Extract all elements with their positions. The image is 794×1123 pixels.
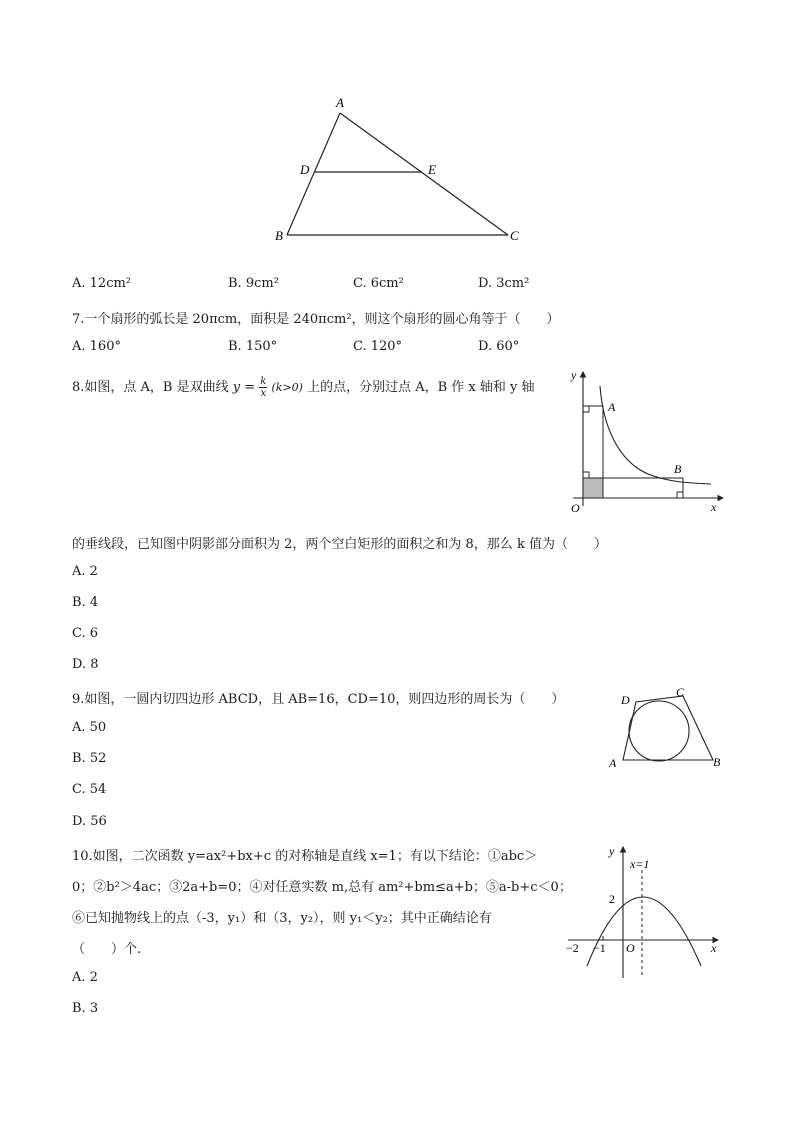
q8-option-b[interactable]: B. 4 xyxy=(72,595,99,610)
circle-quadrilateral-figure xyxy=(603,682,728,774)
side-ab xyxy=(287,113,340,235)
q7-option-a[interactable]: A. 160° xyxy=(72,339,121,354)
q6-option-a[interactable]: A. 12cm² xyxy=(72,276,132,291)
q7-option-b[interactable]: B. 150° xyxy=(228,339,278,354)
q8-fraction xyxy=(259,376,267,399)
label-x: x xyxy=(711,941,717,955)
parabola-curve xyxy=(587,897,701,966)
label-o: O xyxy=(626,941,635,955)
label-d: D xyxy=(621,693,630,707)
q8-text-after: 上的点，分别过点 A，B 作 x 轴和 y 轴 xyxy=(307,380,535,395)
label-axis: x=1 xyxy=(630,857,650,871)
inscribed-circle xyxy=(629,701,689,761)
q8-option-c[interactable]: C. 6 xyxy=(72,626,99,641)
q8-fraction-num: k xyxy=(260,376,267,387)
label-b: B xyxy=(713,755,721,769)
label-a: A xyxy=(336,95,344,110)
label-a: A xyxy=(608,400,616,414)
q9-option-b[interactable]: B. 52 xyxy=(72,751,107,766)
q10-stem-line3: ⑥已知抛物线上的点（-3，y₁）和（3，y₂），则 y₁＜y₂；其中正确结论有 xyxy=(72,911,492,926)
label-b: B xyxy=(674,462,682,476)
label-y: y xyxy=(571,368,577,382)
q8-stem-line1 xyxy=(72,376,535,399)
q10-option-b[interactable]: B. 3 xyxy=(72,1001,99,1016)
q6-option-c[interactable]: C. 6cm² xyxy=(353,276,404,291)
q8-formula xyxy=(233,376,303,399)
q6-option-d[interactable]: D. 3cm² xyxy=(478,276,530,291)
label-a: A xyxy=(609,756,617,770)
q7-option-d[interactable]: D. 60° xyxy=(478,339,520,354)
q10-option-a[interactable]: A. 2 xyxy=(72,970,98,985)
label-x: x xyxy=(711,500,717,514)
q8-option-d[interactable]: D. 8 xyxy=(72,657,99,672)
label-e: E xyxy=(428,162,436,177)
label-c: C xyxy=(510,228,519,243)
label-neg1: −1 xyxy=(593,941,606,955)
q9-option-c[interactable]: C. 54 xyxy=(72,782,107,797)
label-o: O xyxy=(571,501,580,515)
q8-option-a[interactable]: A. 2 xyxy=(72,564,98,579)
right-angle-shaded xyxy=(583,472,589,478)
q9-option-d[interactable]: D. 56 xyxy=(72,814,107,829)
label-neg2: −2 xyxy=(566,941,579,955)
q10-stem-line4: （ ）个. xyxy=(72,942,142,957)
right-angle-b xyxy=(677,492,683,498)
label-y: y xyxy=(609,844,615,858)
q8-formula-y: y = xyxy=(232,380,256,395)
label-d: D xyxy=(300,162,310,177)
q8-text-before: 8.如图，点 A，B 是双曲线 xyxy=(72,380,229,395)
q7-option-c[interactable]: C. 120° xyxy=(353,339,403,354)
triangle-figure xyxy=(260,92,530,247)
q8-stem-line2: 的垂线段，已知图中阴影部分面积为 2，两个空白矩形的面积之和为 8，那么 k 值为（ ） xyxy=(72,537,607,552)
q9-stem: 9.如图，一圆内切四边形 ABCD，且 AB=16，CD=10，则四边形的周长为（ ） xyxy=(72,692,565,707)
parabola-figure xyxy=(563,842,728,982)
hyperbola-figure xyxy=(563,366,733,516)
label-c: C xyxy=(676,685,685,699)
label-b: B xyxy=(275,228,283,243)
side-ac xyxy=(340,113,508,235)
hyperbola-curve xyxy=(600,386,711,484)
q9-option-a[interactable]: A. 50 xyxy=(72,720,107,735)
shaded-rect xyxy=(583,478,603,498)
q8-formula-cond: (k>0) xyxy=(271,381,303,394)
label-two: 2 xyxy=(609,892,615,906)
q10-stem-line1: 10.如图，二次函数 y=ax²+bx+c 的对称轴是直线 x=1；有以下结论：①abc＞ xyxy=(72,849,538,864)
q6-option-b[interactable]: B. 9cm² xyxy=(228,276,279,291)
right-angle-a xyxy=(583,406,589,412)
q10-stem-line2: 0；②b²＞4ac；③2a+b=0；④对任意实数 m,总有 am²+bm≤a+b；⑤a-b+c＜0； xyxy=(72,880,572,895)
q7-stem: 7.一个扇形的弧长是 20πcm，面积是 240πcm²，则这个扇形的圆心角等于（ ） xyxy=(72,312,560,327)
q8-fraction-den: x xyxy=(260,388,267,399)
